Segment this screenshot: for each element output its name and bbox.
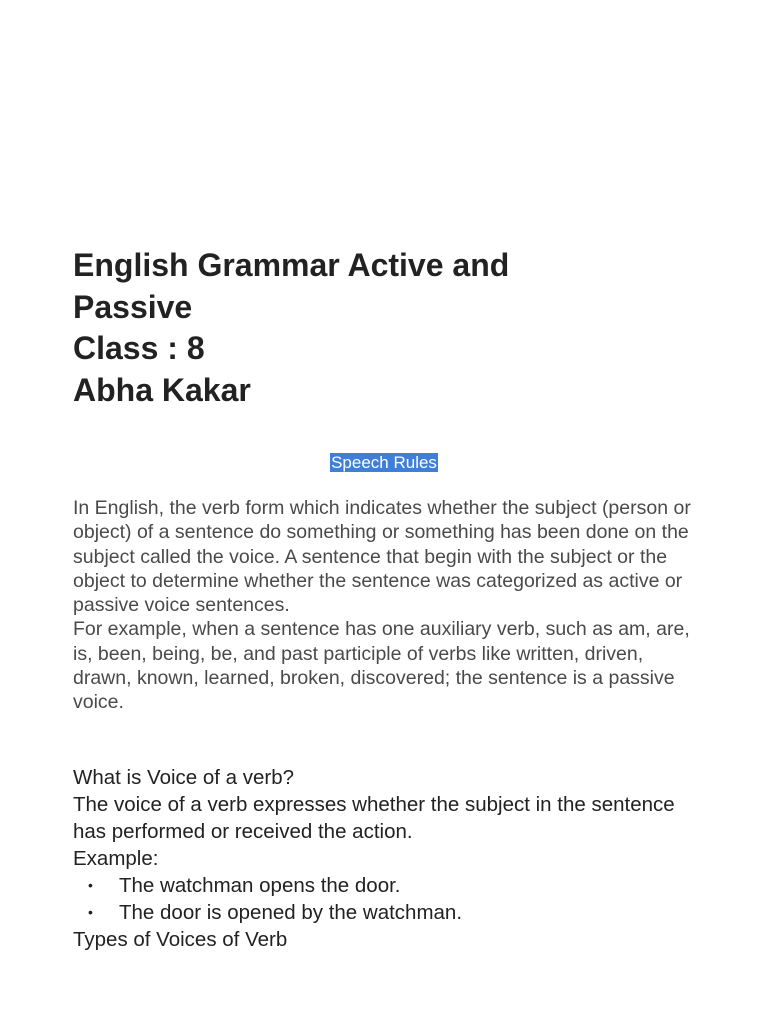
intro-paragraph-1: In English, the verb form which indicates whether the subject (person or object) of a sentence do something or something has been done on the subject called the voice. A sentence that begin with the subject or the object to determine whether the sentence was categorized as active or passive voice sentences. [73,497,691,617]
example-text: The door is opened by the watchman. [119,901,463,924]
voice-question: What is Voice of a verb? [73,766,295,789]
title-line-2: Passive [73,288,193,325]
list-item [73,899,698,926]
speech-rules-link-row [73,451,695,475]
voice-definition: The voice of a verb expresses whether the subject in the sentence has performed or received the action. [73,793,675,843]
class-line: Class : 8 [73,330,205,366]
intro-section [73,496,698,715]
list-item [73,872,698,899]
document-page [73,0,698,1024]
types-heading: Types of Voices of Verb [73,928,288,951]
document-title [73,245,698,411]
intro-paragraph-2: For example, when a sentence has one auxiliary verb, such as am, are, is, been, being, be, and past participle of verbs like written, driven, drawn, known, learned, broken, discovered; the sentence is a passive voice. [73,618,690,714]
author-line: Abha Kakar [73,371,251,408]
bullet-icon: • [88,877,93,893]
voice-section [73,764,698,953]
example-text: The watchman opens the door. [119,874,401,897]
example-list [73,872,698,926]
bullet-icon: • [88,904,93,920]
title-line-1: English Grammar Active and [73,247,510,283]
speech-rules-link[interactable]: Speech Rules [331,453,437,472]
example-label: Example: [73,847,159,870]
